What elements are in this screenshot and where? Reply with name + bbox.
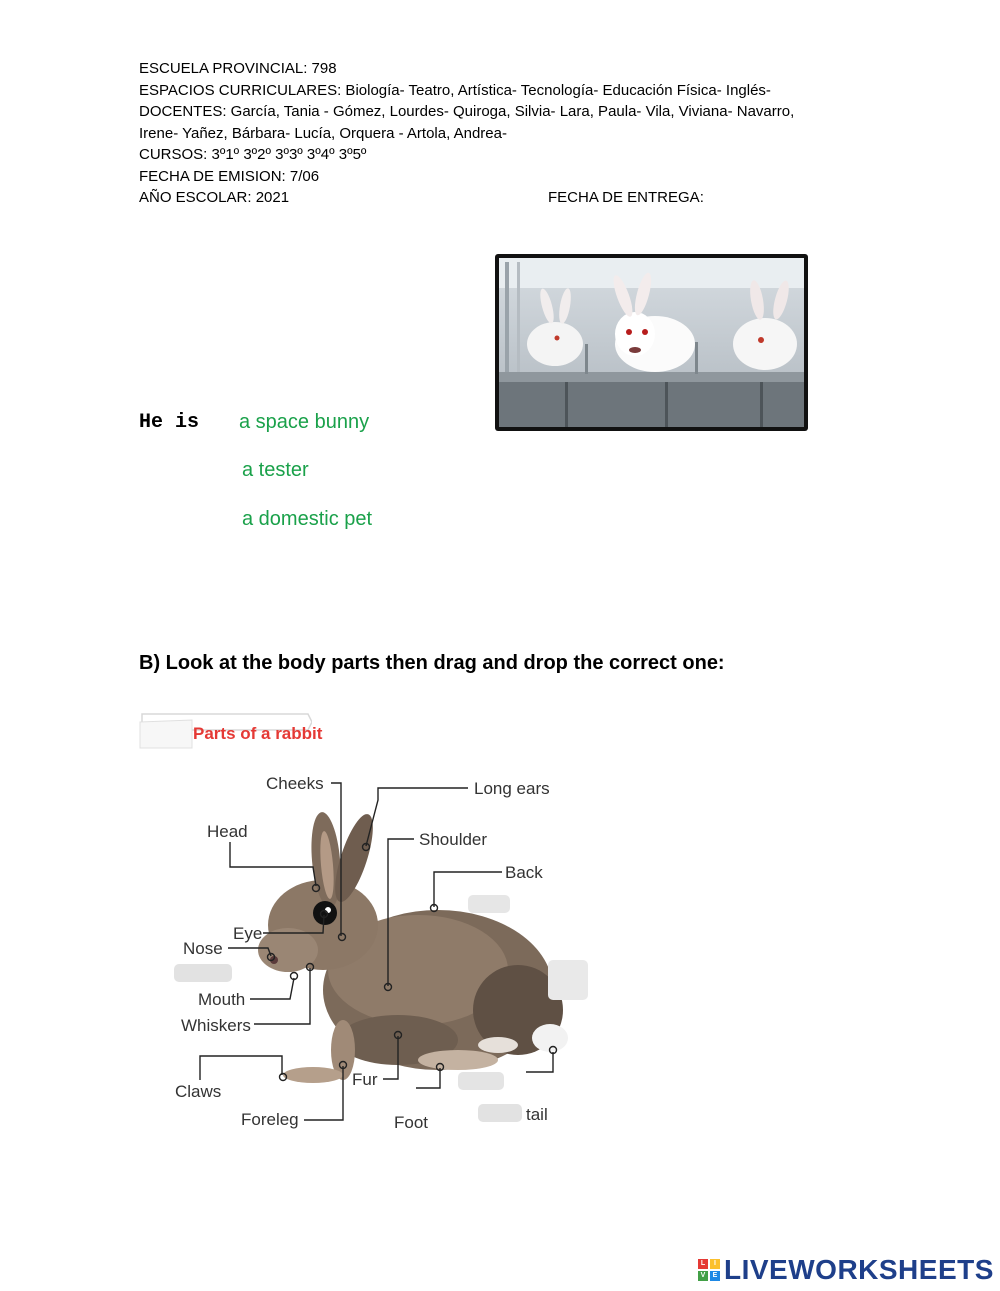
label-claws: Claws — [175, 1082, 222, 1101]
question-prompt: He is — [139, 411, 200, 434]
label-eye: Eye — [233, 924, 263, 943]
teachers-line: DOCENTES: García, Tania - Gómez, Lourdes- Quiroga, Silvia- Lara, Paula- Vila, Viviana- Navarro, — [139, 103, 795, 120]
liveworksheets-logo — [698, 1255, 994, 1285]
label-whiskers: Whiskers — [181, 1016, 251, 1035]
school-year-line: AÑO ESCOLAR: 2021 — [139, 189, 290, 206]
courses-line: CURSOS: 3º1º 3º2º 3º3º 3º4º 3º5º — [139, 146, 367, 163]
label-back: Back — [505, 863, 543, 882]
label-tail: tail — [526, 1105, 548, 1124]
teachers-line-continued: Irene- Yañez, Bárbara- Lucía, Orquera - Artola, Andrea- — [139, 124, 507, 142]
label-foreleg: Foreleg — [241, 1110, 299, 1129]
label-foot: Foot — [394, 1113, 429, 1132]
option-tester[interactable]: a tester — [242, 459, 309, 481]
label-cheeks: Cheeks — [266, 774, 324, 793]
issue-date-line: FECHA DE EMISION: 7/06 — [139, 167, 320, 185]
rabbit-diagram — [138, 700, 608, 1170]
option-space-bunny[interactable]: a space bunny — [239, 411, 370, 433]
logo-block-l: L — [698, 1259, 708, 1269]
section-b-instruction: B) Look at the body parts then drag and drop the correct one: — [139, 652, 725, 674]
logo-block-e: E — [710, 1271, 720, 1281]
school-line: ESCUELA PROVINCIAL: 798 — [139, 60, 337, 77]
logo-text: LIVEWORKSHEETS — [724, 1254, 994, 1285]
label-long-ears: Long ears — [474, 779, 550, 798]
logo-block-v: V — [698, 1271, 708, 1281]
label-mouth: Mouth — [198, 990, 246, 1009]
curricular-spaces-line: ESPACIOS CURRICULARES: Biología- Teatro, Artística- Tecnología- Educación Física- Inglés- — [139, 81, 771, 99]
lab-rabbits-photo — [495, 254, 808, 431]
label-shoulder: Shoulder — [419, 830, 488, 849]
logo-blocks-icon — [698, 1259, 720, 1281]
label-nose: Nose — [183, 939, 223, 958]
label-head: Head — [207, 822, 248, 841]
label-fur: Fur — [352, 1070, 378, 1089]
delivery-date-label: FECHA DE ENTREGA: — [548, 189, 704, 206]
option-domestic-pet[interactable]: a domestic pet — [242, 508, 373, 530]
diagram-title: Parts of a rabbit — [193, 724, 323, 743]
logo-block-i: I — [710, 1259, 720, 1269]
